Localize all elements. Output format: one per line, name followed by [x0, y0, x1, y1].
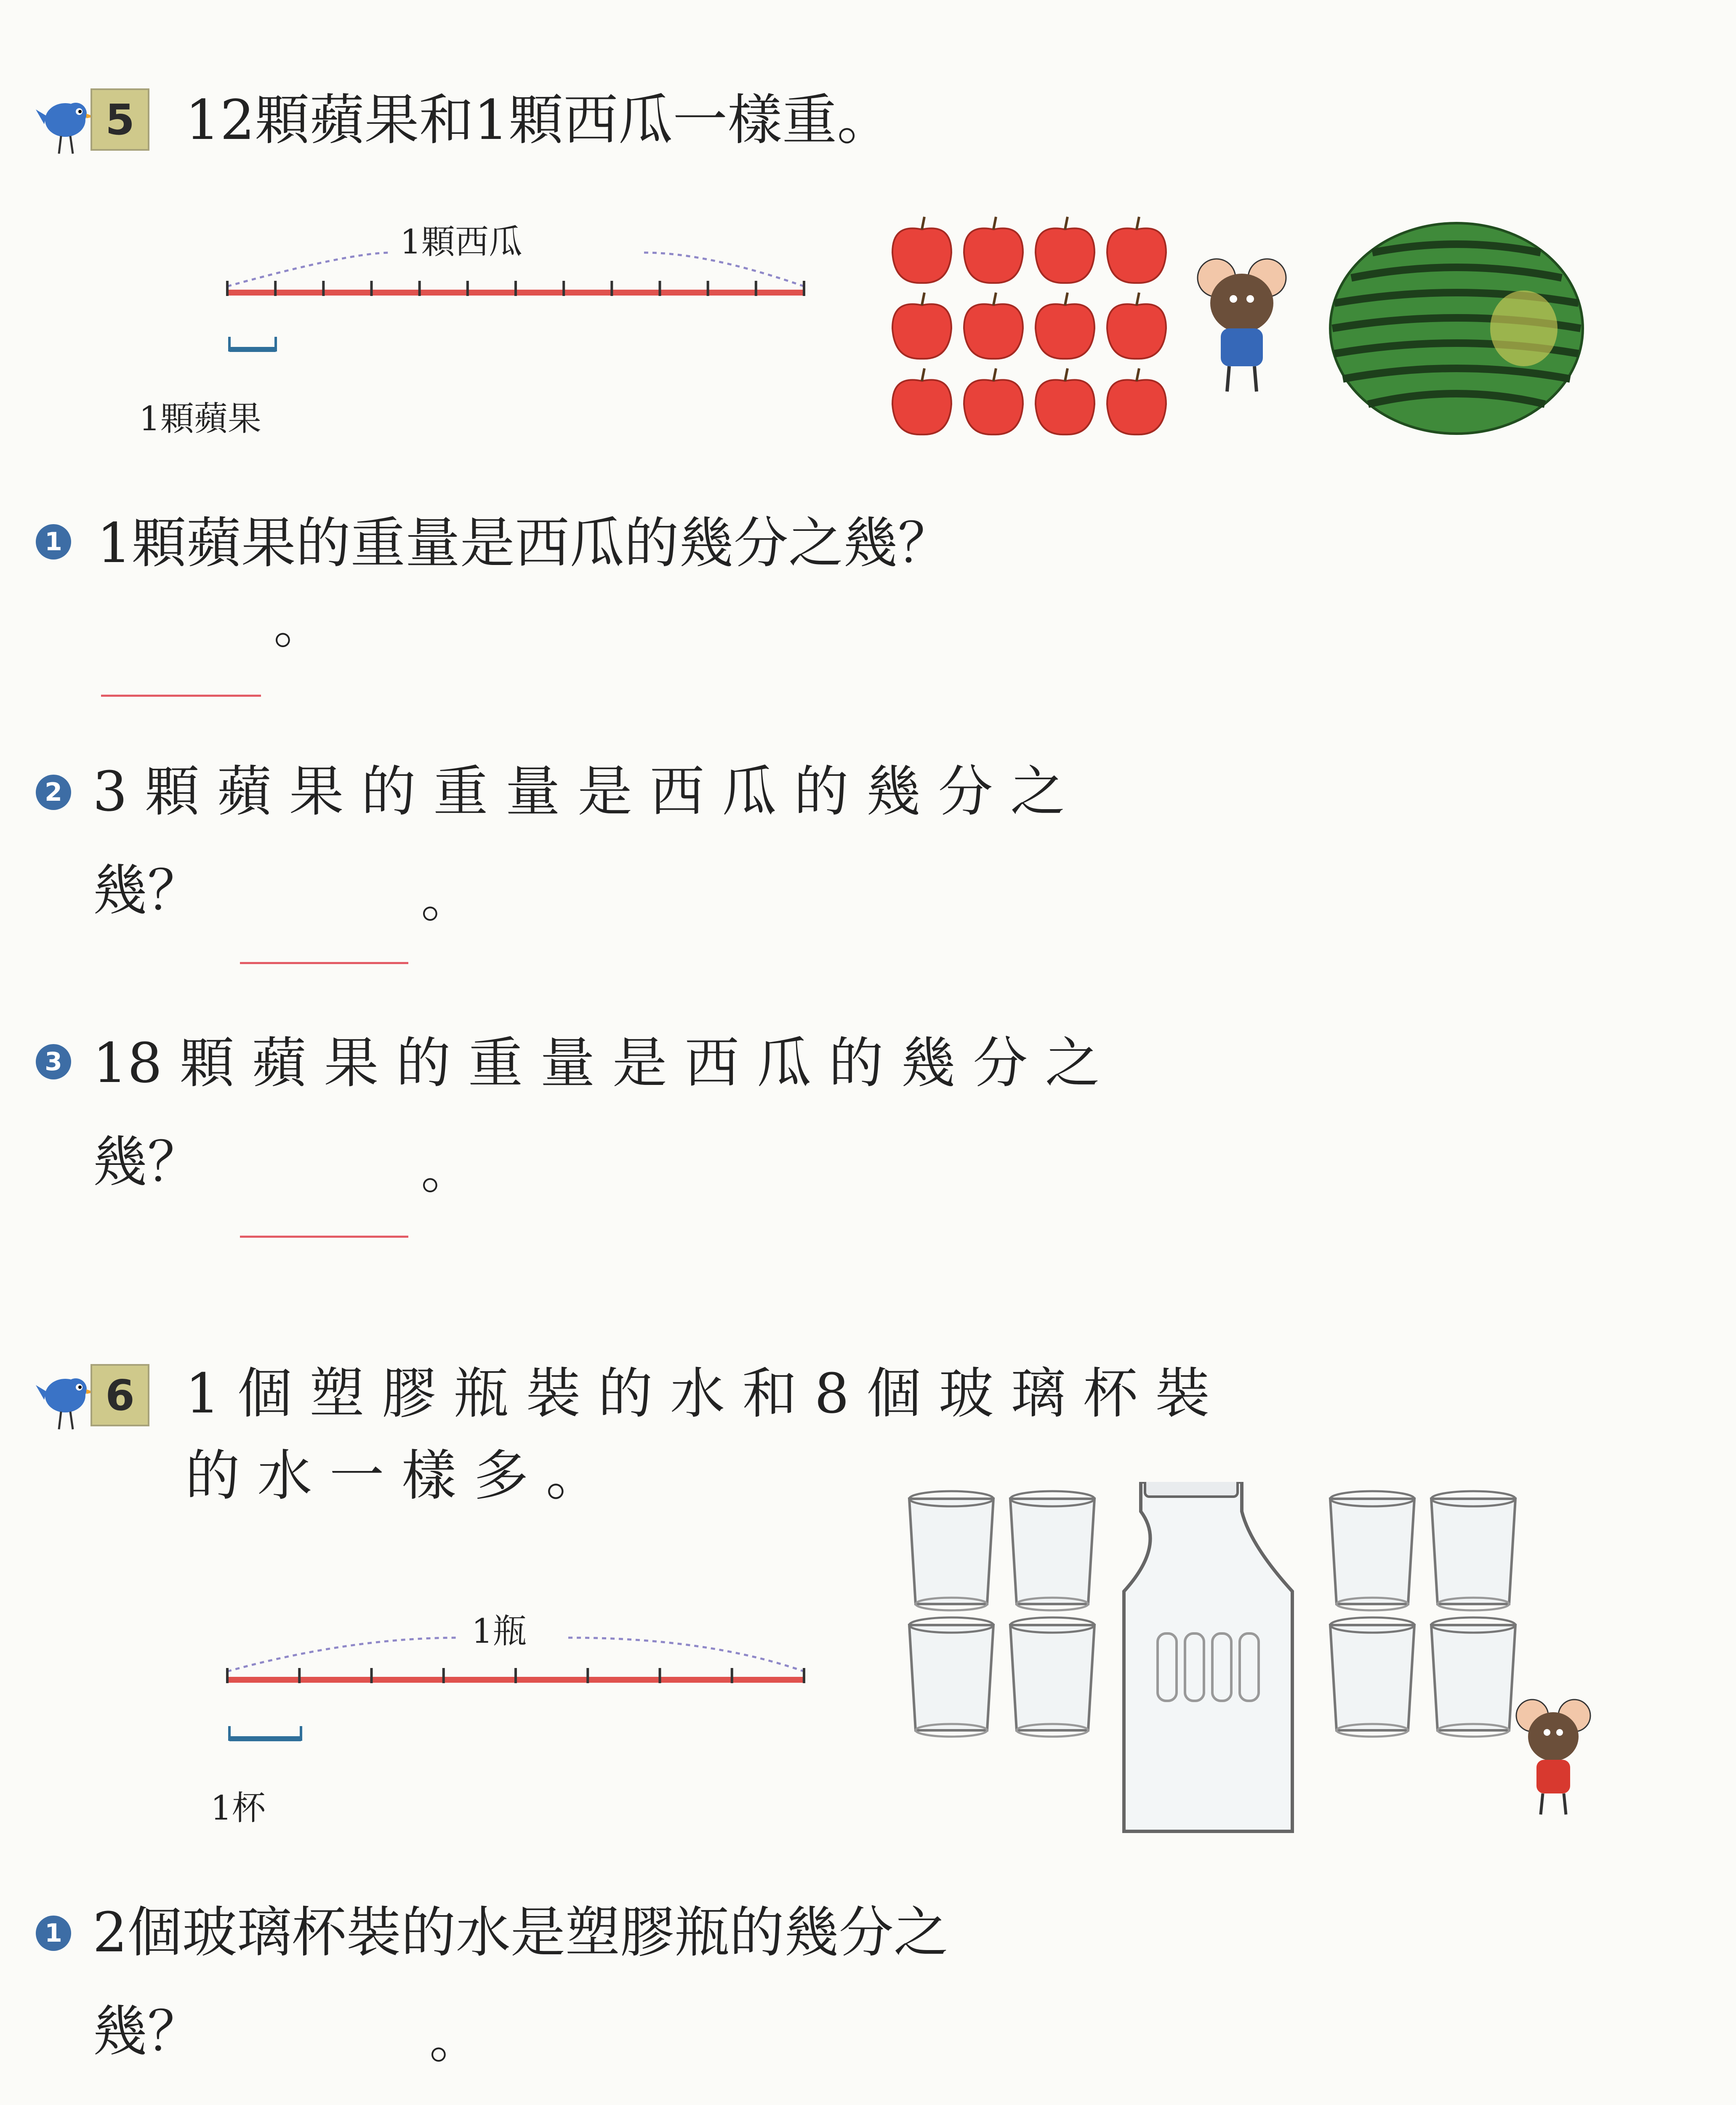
question-5-2-text-line1: 3 顆 蘋 果 的 重 量 是 西 瓜 的 幾 分 之	[93, 759, 1065, 823]
question-5-2-text-line2: 幾？	[93, 858, 202, 922]
bar-label-bottle: 1瓶	[471, 1612, 527, 1651]
glass-icon	[1010, 1617, 1094, 1737]
question-5-2-period: 。	[421, 870, 471, 929]
question-5-3-period: 。	[421, 1142, 471, 1200]
fraction-bar-diagram-6	[223, 1612, 812, 1751]
apple-icon	[1036, 217, 1094, 283]
watermelon-icon	[1326, 219, 1587, 440]
apple-icon	[1107, 368, 1166, 434]
bar-label-apple: 1顆蘋果	[139, 399, 261, 438]
glass-icon	[1431, 1491, 1515, 1610]
question-number-badge: 3	[36, 1044, 71, 1079]
apple-icon	[892, 217, 951, 283]
apple-icon	[964, 217, 1023, 283]
glass-icon	[909, 1491, 993, 1610]
apple-icon	[892, 368, 951, 434]
problem-5-statement: 12顆蘋果和1顆西瓜一樣重。	[185, 88, 892, 152]
glass-icon	[1010, 1491, 1094, 1610]
apple-grid	[888, 210, 1183, 448]
glasses-and-bottle	[905, 1482, 1536, 1841]
question-5-1-text: 1顆蘋果的重量是西瓜的幾分之幾？	[97, 511, 953, 575]
question-5-1-period: 。	[274, 597, 324, 655]
question-number-badge: 1	[36, 524, 71, 560]
problem-number-badge: 5	[91, 88, 149, 151]
question-number-badge: 1	[36, 1916, 71, 1951]
question-5-3-text-line1: 18 顆 蘋 果 的 重 量 是 西 瓜 的 幾 分 之	[93, 1031, 1100, 1095]
apple-icon	[964, 293, 1023, 359]
question-6-1-period: 。	[429, 2011, 480, 2070]
bird-icon-6	[36, 1366, 95, 1435]
fraction-bar-diagram-5	[223, 227, 812, 354]
glass-icon	[1431, 1617, 1515, 1737]
glass-icon	[1330, 1491, 1414, 1610]
problem-6-statement-line1: 1 個 塑 膠 瓶 裝 的 水 和 8 個 玻 璃 杯 裝	[185, 1362, 1210, 1426]
apple-icon	[1107, 217, 1166, 283]
problem-6-statement-line2: 的 水 一 樣 多 。	[185, 1444, 601, 1508]
glass-icon	[1330, 1617, 1414, 1737]
bird-icon-5	[36, 91, 95, 160]
apple-icon	[892, 293, 951, 359]
answer-blank-5-2[interactable]	[240, 962, 408, 964]
glass-icon	[909, 1617, 993, 1737]
question-6-1-text-line1: 2個玻璃杯裝的水是塑膠瓶的幾分之	[93, 1900, 948, 1964]
bar-label-cup: 1杯	[210, 1788, 266, 1828]
mouse-icon	[1507, 1692, 1600, 1820]
apple-icon	[1107, 293, 1166, 359]
question-6-1-text-line2: 幾？	[93, 1999, 202, 2063]
question-5-3-text-line2: 幾？	[93, 1130, 202, 1194]
mouse-icon	[1187, 253, 1297, 397]
answer-blank-5-1[interactable]	[101, 695, 261, 697]
apple-icon	[1036, 293, 1094, 359]
bar-label-watermelon: 1顆西瓜	[400, 222, 522, 261]
question-number-badge: 2	[36, 775, 71, 810]
answer-blank-5-3[interactable]	[240, 1236, 408, 1238]
apple-icon	[1036, 368, 1094, 434]
problem-number-badge: 6	[91, 1364, 149, 1426]
apple-icon	[964, 368, 1023, 434]
